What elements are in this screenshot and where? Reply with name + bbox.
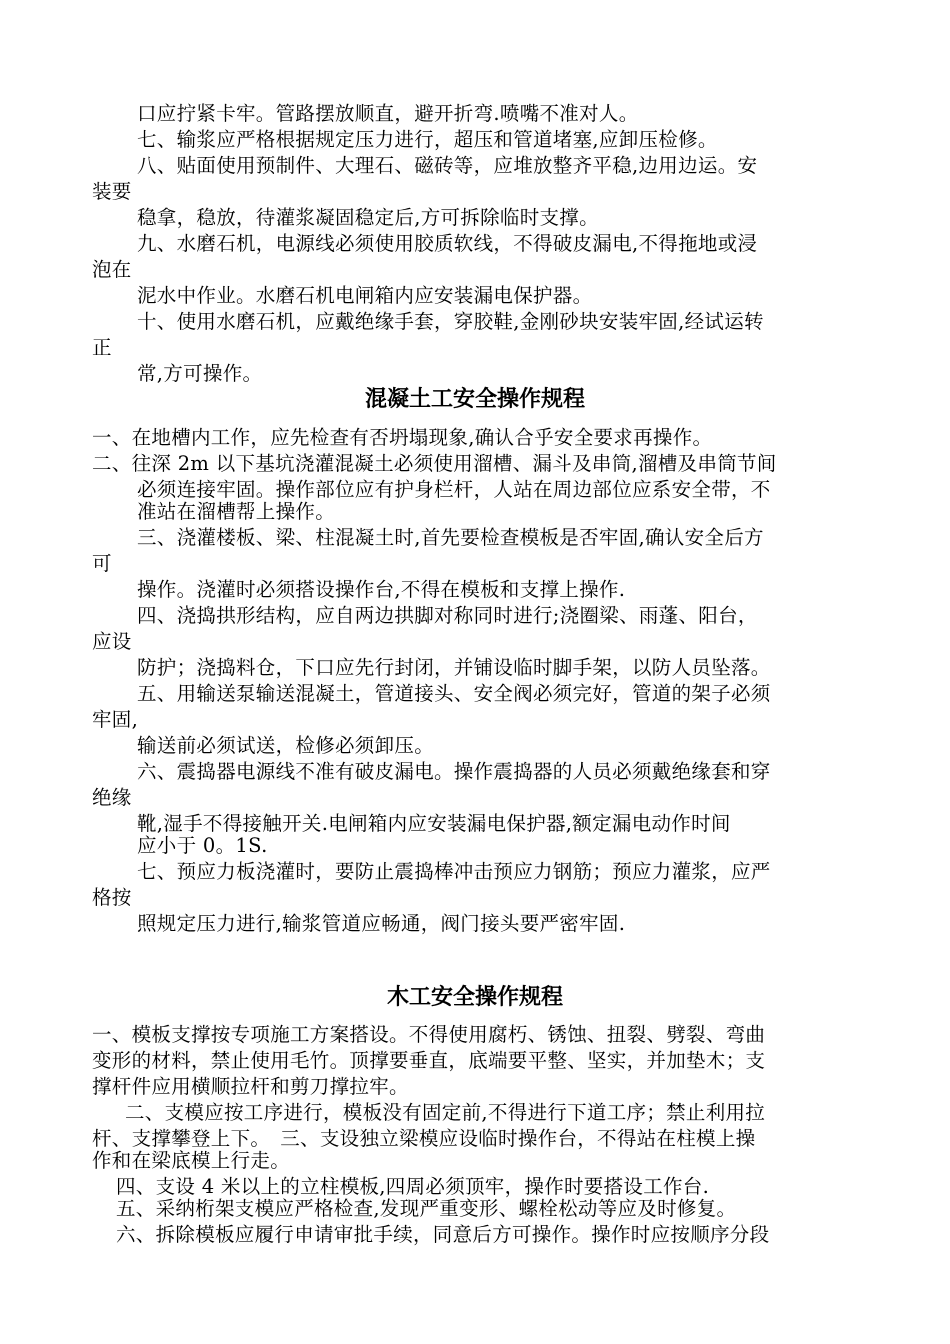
paragraph-line: 二、支模应按工序进行，模板没有固定前,不得进行下道工序；禁止利用拉 (125, 1101, 766, 1124)
paragraph-line: 七、预应力板浇灌时，要防止震捣棒冲击预应力钢筋；预应力灌浆，应严 (137, 860, 771, 883)
paragraph-line: 五、用输送泵输送混凝土，管道接头、安全阀必须完好，管道的架子必须 (137, 682, 771, 705)
paragraph-line: 正 (92, 336, 112, 359)
paragraph-line: 应小于 0。1S. (137, 834, 268, 857)
paragraph-line: 可 (92, 552, 112, 575)
paragraph-line: 二、往深 2m 以下基坑浇灌混凝土必须使用溜槽、漏斗及串筒,溜槽及串筒节间 (92, 452, 777, 475)
paragraph-line: 一、在地槽内工作，应先检查有否坍塌现象,确认合乎安全要求再操作。 (92, 426, 713, 449)
paragraph-line: 一、模板支撑按专项施工方案搭设。不得使用腐朽、锈蚀、扭裂、劈裂、弯曲 (92, 1023, 766, 1046)
paragraph-line: 常,方可操作。 (137, 362, 263, 385)
paragraph-line: 杆、支撑攀登上下。 三、支设独立梁模应设临时操作台，不得站在柱模上操 (92, 1127, 756, 1150)
paragraph-line: 泥水中作业。水磨石机电闸箱内应安装漏电保护器。 (137, 284, 593, 307)
paragraph-line: 口应拧紧卡牢。管路摆放顺直，避开折弯.喷嘴不准对人。 (137, 102, 639, 125)
paragraph-line: 准站在溜槽帮上操作。 (137, 500, 336, 523)
paragraph-line: 九、水磨石机，电源线必须使用胶质软线，不得破皮漏电,不得拖地或浸 (137, 232, 758, 255)
paragraph-line: 作和在梁底模上行走。 (92, 1149, 291, 1172)
paragraph-line: 稳拿，稳放，待灌浆凝固稳定后,方可拆除临时支撑。 (137, 206, 599, 229)
paragraph-line: 应设 (92, 630, 132, 653)
paragraph-line: 撑杆件应用横顺拉杆和剪刀撑拉牢。 (92, 1075, 409, 1098)
paragraph-line: 输送前必须试送，检修必须卸压。 (137, 734, 435, 757)
paragraph-line: 装要 (92, 180, 132, 203)
paragraph-line: 六、震捣器电源线不准有破皮漏电。操作震捣器的人员必须戴绝缘套和穿 (137, 760, 771, 783)
paragraph-line: 格按 (92, 886, 132, 909)
paragraph-line: 八、贴面使用预制件、大理石、磁砖等，应堆放整齐平稳,边用边运。安 (137, 154, 758, 177)
paragraph-line: 四、浇捣拱形结构，应自两边拱脚对称同时进行;浇圈梁、雨蓬、阳台， (137, 604, 758, 627)
paragraph-line: 五、采纳桁架支模应严格检查,发现严重变形、螺栓松动等应及时修复。 (116, 1197, 737, 1220)
paragraph-line: 六、拆除模板应履行申请审批手续，同意后方可操作。操作时应按顺序分段 (116, 1223, 770, 1246)
paragraph-line: 十、使用水磨石机，应戴绝缘手套，穿胶鞋,金刚砂块安装牢固,经试运转 (137, 310, 764, 333)
paragraph-line: 七、输浆应严格根据规定压力进行，超压和管道堵塞,应卸压检修。 (137, 128, 718, 151)
section-2-title: 混凝土工安全操作规程 (364, 386, 585, 412)
paragraph-line: 靴,湿手不得接触开关.电闸箱内应安装漏电保护器,额定漏电动作时间 (137, 812, 731, 835)
paragraph-line: 照规定压力进行,输浆管道应畅通，阀门接头要严密牢固. (137, 912, 626, 935)
section-3-title: 木工安全操作规程 (386, 984, 563, 1010)
paragraph-line: 三、浇灌楼板、梁、柱混凝土时,首先要检查模板是否牢固,确认安全后方 (137, 526, 764, 549)
paragraph-line: 牢固, (92, 708, 139, 731)
paragraph-line: 操作。浇灌时必须搭设操作台,不得在模板和支撑上操作. (137, 578, 626, 601)
paragraph-line: 防护；浇捣料仓，下口应先行封闭，并铺设临时脚手架，以防人员坠落。 (137, 656, 771, 679)
paragraph-line: 必须连接牢固。操作部位应有护身栏杆，人站在周边部位应系安全带，不 (137, 478, 771, 501)
paragraph-line: 四、支设 4 米以上的立柱模板,四周必须顶牢，操作时要搭设工作台. (116, 1175, 710, 1198)
paragraph-line: 变形的材料，禁止使用毛竹。顶撑要垂直，底端要平整、坚实，并加垫木；支 (92, 1049, 766, 1072)
paragraph-line: 绝缘 (92, 786, 132, 809)
paragraph-line: 泡在 (92, 258, 132, 281)
